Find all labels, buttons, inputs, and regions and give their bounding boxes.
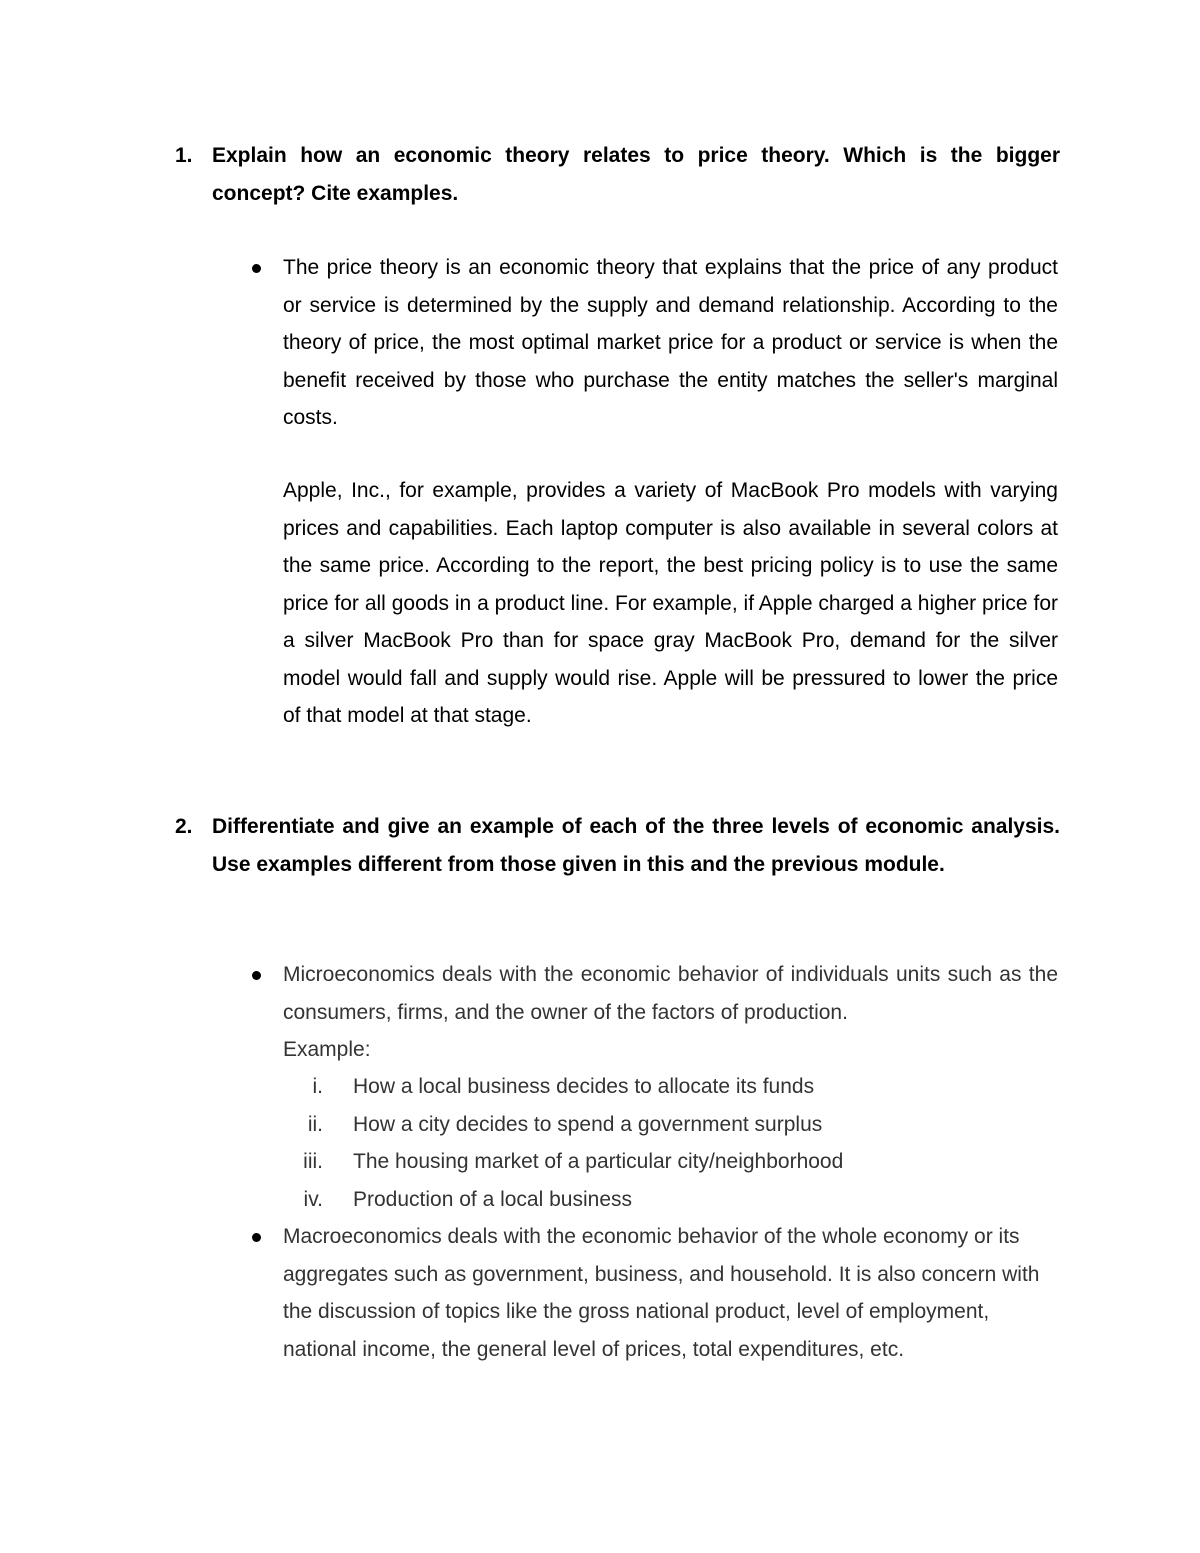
- list-item-text: How a local business decides to allocate its funds: [353, 1075, 815, 1098]
- answer-paragraph-apple-example: Apple, Inc., for example, provides a variety of MacBook Pro models with varying prices and capabilities. Each laptop computer is also available in several colors at the same price. According to the report, the best pricing policy is to use the same price for all goods in a product line. For example, if Apple charged a higher price for a silver MacBook Pro than for space gray MacBook Pro, demand for the silver model would fall and supply would rise. Apple will be pressured to lower the price of that model at that stage.: [283, 479, 1058, 727]
- roman-numeral: iv.: [303, 1188, 323, 1211]
- list-item: [283, 1143, 1058, 1180]
- question-text: Explain how an economic theory relates to price theory. Which is the bigger concept? Cite examples.: [212, 144, 1060, 205]
- answer-bullet-macroeconomics: [246, 1218, 1058, 1368]
- list-item-text: How a city decides to spend a government surplus: [353, 1113, 823, 1136]
- answer-text: [283, 956, 1058, 1069]
- bullet-icon: [252, 264, 261, 273]
- micro-text: Microeconomics deals with the economic behavior of individuals units such as the consumers, firms, and the owner of the factors of production.: [283, 963, 1058, 1024]
- bullet-icon: [252, 971, 261, 980]
- list-item: [283, 1181, 1058, 1218]
- list-item-text: The housing market of a particular city/neighborhood: [353, 1150, 844, 1173]
- answer-bullet-price-theory: [246, 249, 1058, 437]
- roman-numeral: ii.: [307, 1113, 323, 1136]
- answer-text: The price theory is an economic theory that explains that the price of any product or service is determined by the supply and demand relationship. According to the theory of price, the most optimal market price for a product or service is when the benefit received by those who purchase the entity matches the seller's marginal costs.: [283, 256, 1058, 429]
- list-item-text: Production of a local business: [353, 1188, 632, 1211]
- list-item: [283, 1068, 1058, 1105]
- list-item: [283, 1106, 1058, 1143]
- question-number: 2.: [175, 815, 193, 838]
- roman-numeral: iii.: [303, 1150, 323, 1173]
- question-number: 1.: [175, 144, 193, 167]
- question-text: Differentiate and give an example of each of the three levels of economic analysis. Use examples different from those given in this and the previous module.: [212, 815, 1060, 876]
- bullet-icon: [252, 1233, 261, 1242]
- example-label: Example:: [283, 1038, 371, 1061]
- macro-text: Macroeconomics deals with the economic behavior of the whole economy or its aggregates such as government, business, and household. It is also concern with the discussion of topics like the gross national product, level of employment, national income, the general level of prices, total expenditures, etc.: [283, 1225, 1040, 1361]
- question-2: [175, 808, 1060, 883]
- question-1: [175, 137, 1060, 212]
- answer-bullet-microeconomics: [246, 956, 1058, 1069]
- roman-numeral: i.: [312, 1075, 323, 1098]
